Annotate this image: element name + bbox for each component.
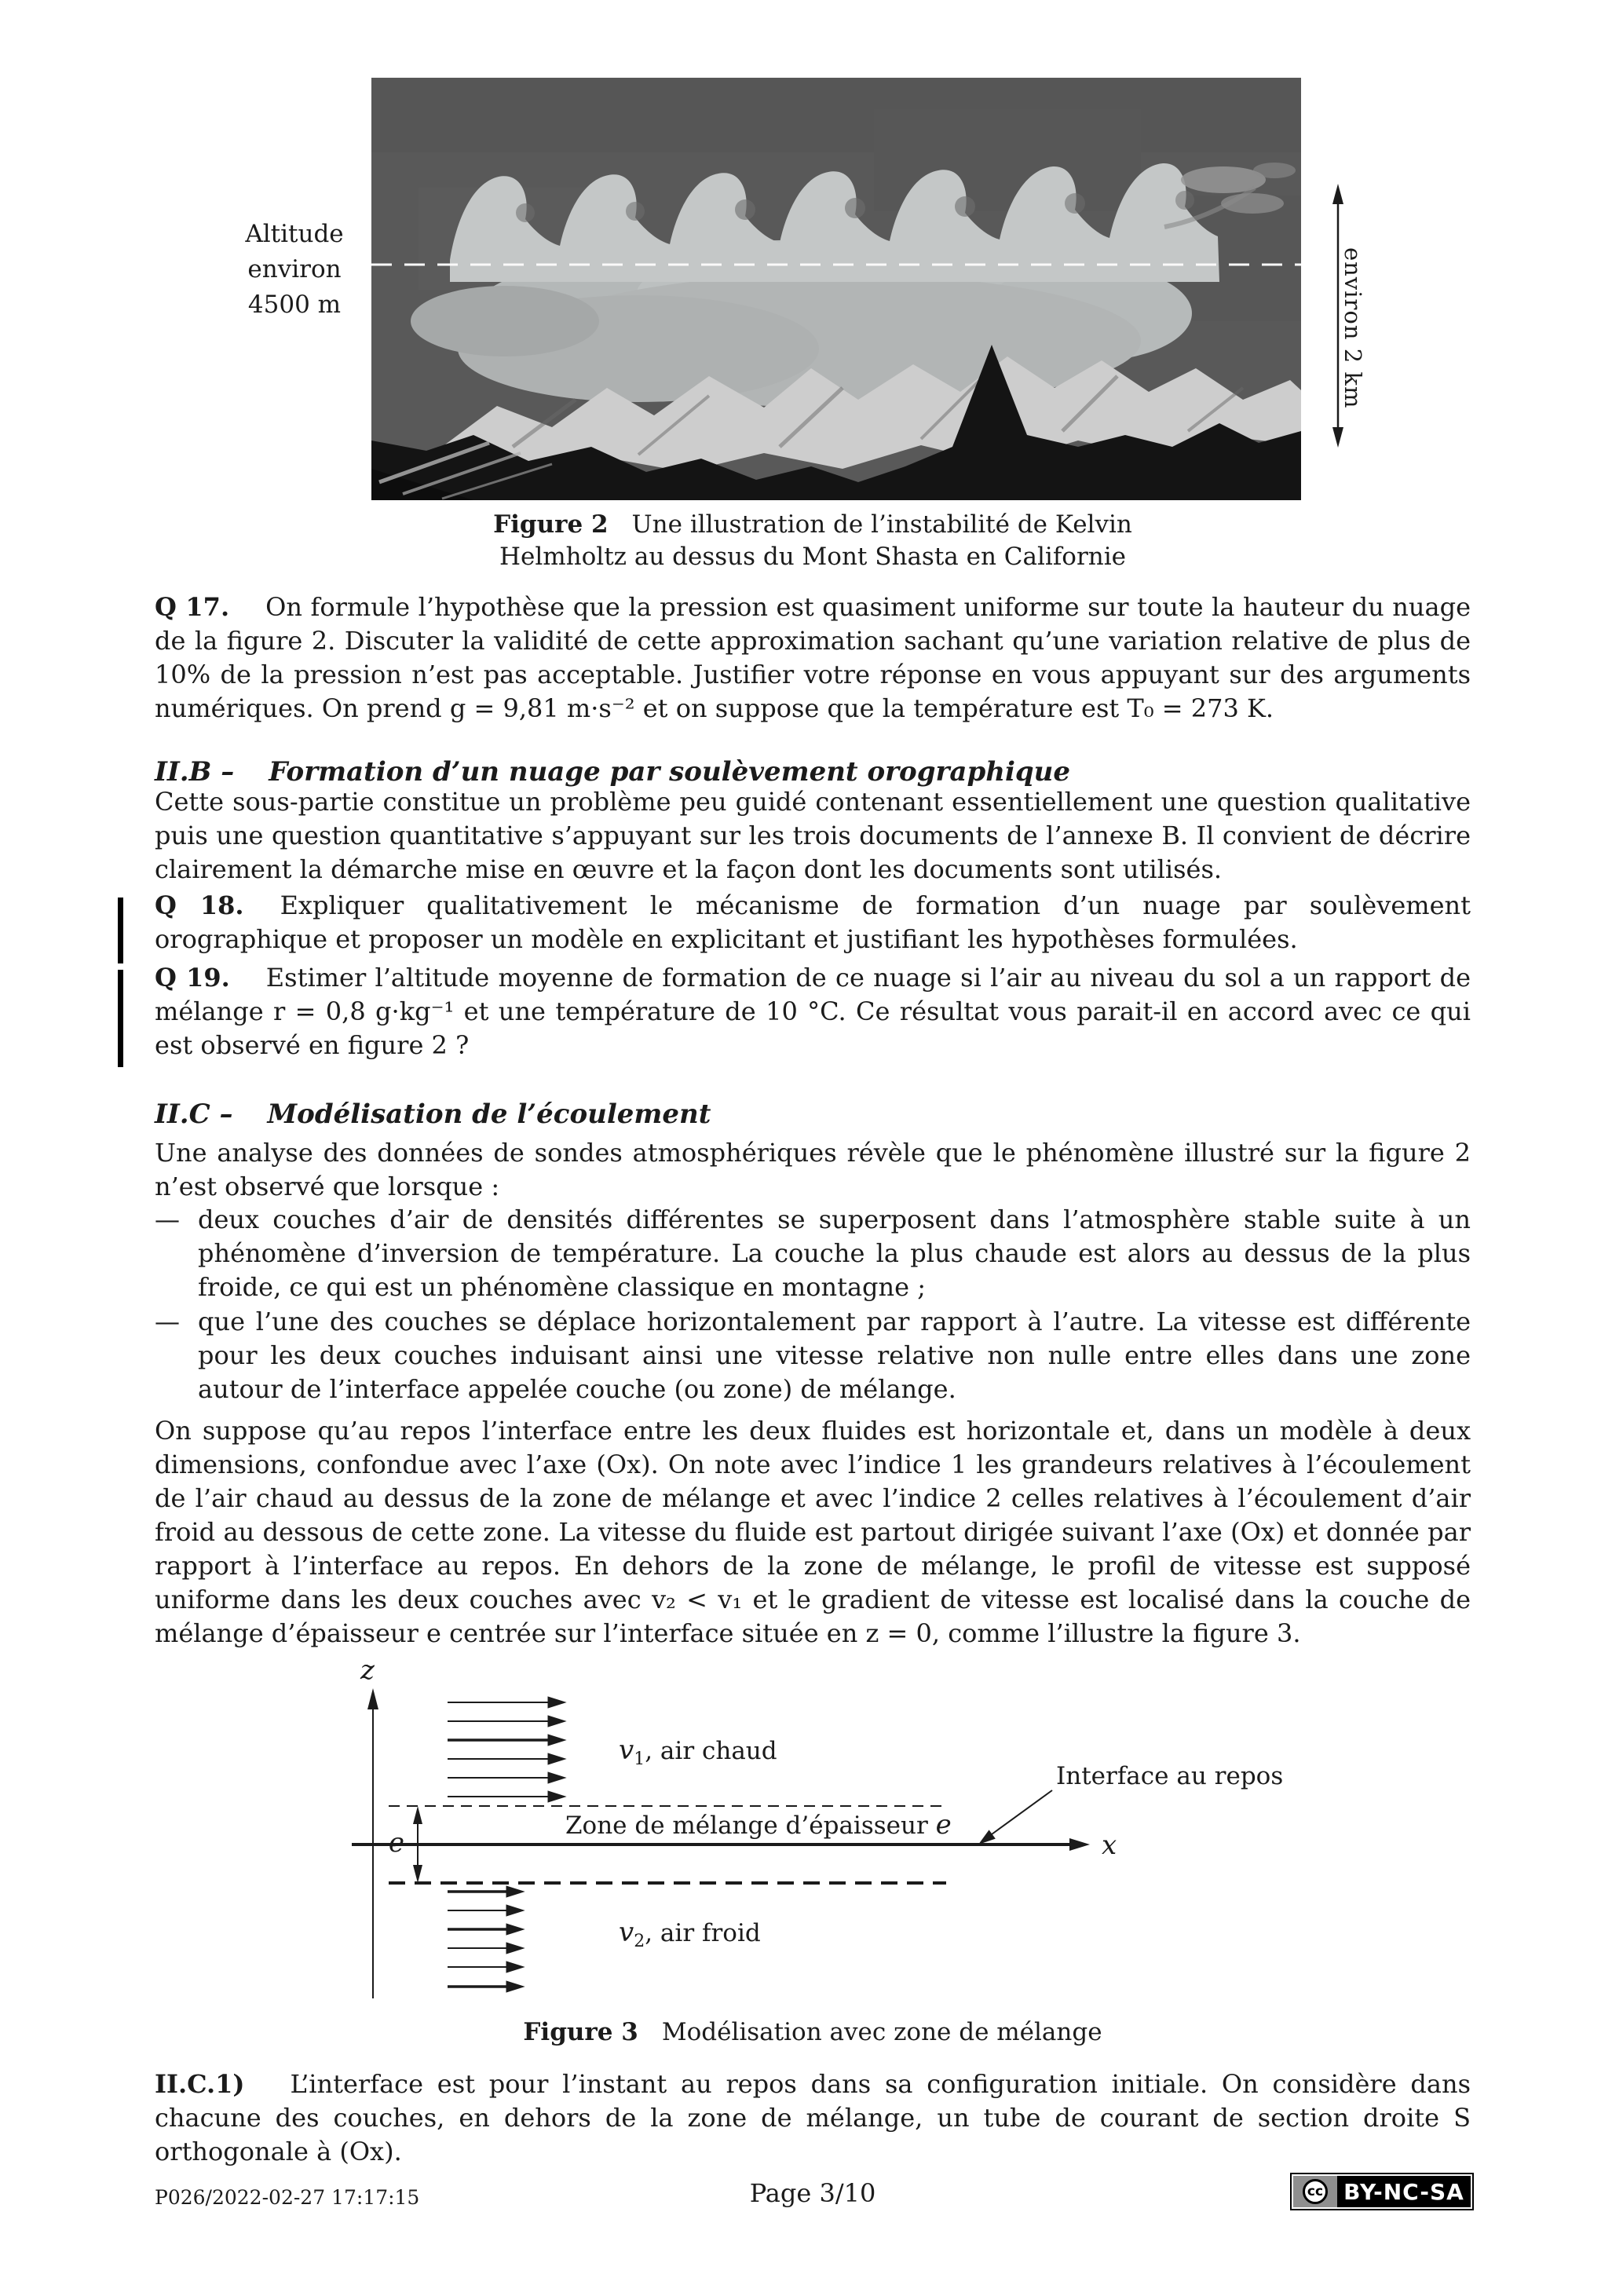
figure2-caption-text: Une illustration de l’instabilité de Kelvin: [631, 510, 1132, 539]
question-17: [155, 590, 1471, 726]
e-thickness-label: e: [388, 1827, 404, 1859]
bullet-dash: —: [155, 1205, 180, 1234]
v2-velocity-arrows: [448, 1886, 524, 1992]
flow-model-paragraph-text: On suppose qu’au repos l’interface entre les deux fluides est horizontale et, dans un modèle à deux dimensions, confondue avec l’axe (Ox). On note avec l’indice 1 les grandeurs relatives à l’écoulement de l’air chaud au dessus de la zone de mélange et avec l’indice 2 celles relatives à l’écoulement d’air froid au dessous de cette zone. La vitesse du fluide est partout dirigée suivant l’axe (Ox) et donnée par rapport à l’interface au repos. En dehors de la zone de mélange, le profil de vitesse est supposé uniforme dans les deux couches avec v₂ < v₁ et le gradient de vitesse est localisé dans la couche de mélange d’épaisseur e centrée sur l’interface située en z = 0, comme l’illustre la figure 3.: [155, 1416, 1471, 1648]
altitude-label-line: environ: [247, 255, 342, 283]
figure2-caption-tag: Figure 2: [493, 510, 609, 539]
section-iib-heading: [155, 755, 1471, 789]
altitude-label-line: 4500 m: [247, 291, 342, 319]
cc-logo-icon: cc: [1303, 2179, 1328, 2204]
footer-page-number: Page 3/10: [749, 2178, 876, 2208]
figure2-altitude-label: [228, 217, 361, 323]
figure2-caption-text2: Helmholtz au dessus du Mont Shasta en Californie: [499, 543, 1127, 571]
question-19-text: Estimer l’altitude moyenne de formation de ce nuage si l’air au niveau du sol a un rapport de mélange r = 0,8 g·kg⁻¹ et une température de 10 °C. Ce résultat vous parait-il en accord avec ce qui est observé en figure 2 ?: [155, 963, 1471, 1060]
x-axis-label: x: [1102, 1830, 1117, 1861]
section-iib-intro-text: Cette sous-partie constitue un problème peu guidé contenant essentiellement une question qualitative puis une question quantitative s’appuyant sur les trois documents de l’annexe B. Il convient de décrire clairement la démarche mise en œuvre et la façon dont les documents sont utilisés.: [155, 787, 1471, 884]
cc-license-badge-inner: [1292, 2174, 1472, 2209]
margin-change-bar-q18: [118, 898, 123, 963]
figure2-caption: [155, 509, 1471, 573]
v1-velocity-arrows: [448, 1697, 565, 1802]
flow-model-paragraph: [155, 1414, 1471, 1651]
bullet-item-inversion: [155, 1203, 1471, 1304]
section-iic-label: II.C –: [155, 1099, 233, 1130]
footer-stamp: P026/2022-02-27 17:17:15: [155, 2186, 420, 2209]
question-19-label: Q 19.: [155, 963, 230, 993]
mixing-zone-label: Zone de mélange d’épaisseur e: [565, 1809, 952, 1841]
question-18-text: Expliquer qualitativement le mécanisme de formation d’un nuage par soulèvement orographique et proposer un modèle en explicitant et justifiant les hypothèses formulées.: [155, 890, 1471, 954]
cc-logo-panel: [1293, 2176, 1337, 2207]
margin-change-bar-q19: [118, 970, 123, 1067]
figure2-photo: [371, 78, 1301, 500]
question-19: [155, 961, 1471, 1062]
figure3-caption-text: Modélisation avec zone de mélange: [661, 2018, 1102, 2046]
question-18-label: Q 18.: [155, 890, 244, 920]
bullet-text: deux couches d’air de densités différentes se superposent dans l’atmosphère stable suite à un phénomène d’inversion de température. La couche la plus chaude est alors au dessus de la plus froide, ce qui est un phénomène classique en montagne ;: [198, 1205, 1471, 1302]
figure3-svg: [330, 1665, 1508, 2026]
interface-label: Interface au repos: [1056, 1762, 1284, 1790]
v2-layer-label: $v_2$, air froid: [619, 1917, 761, 1951]
question-iic1: [155, 2067, 1471, 2169]
section-iic-title: Modélisation de l’écoulement: [267, 1099, 711, 1130]
section-iib-label: II.B –: [155, 756, 235, 788]
cc-license-badge: [1290, 2173, 1474, 2210]
figure2-scale-label: environ 2 km: [1340, 247, 1366, 409]
figure3-diagram: [330, 1665, 1508, 2029]
figure3-caption-tag: Figure 3: [523, 2018, 638, 2046]
interface-pointer-arrow: [978, 1790, 1052, 1844]
section-iib-title: Formation d’un nuage par soulèvement orographique: [269, 756, 1070, 788]
section-iic-heading: [155, 1098, 1471, 1132]
question-iic1-text: L’interface est pour l’instant au repos dans sa configuration initiale. On considère dans chacune des couches, en dehors de la zone de mélange, un tube de courant de section droite S orthogonale à (Ox).: [155, 2069, 1471, 2166]
v1-layer-label: $v_1$, air chaud: [619, 1735, 777, 1769]
z-axis-label: z: [360, 1665, 375, 1686]
question-18: [155, 889, 1471, 956]
question-17-text: On formule l’hypothèse que la pression est quasiment uniforme sur toute la hauteur du nuage de la figure 2. Discuter la validité de cette approximation sachant qu’une variation relative de plus de 10% de la pression n’est pas acceptable. Justifier votre réponse en vous appuyant sur des arguments numériques. On prend g = 9,81 m·s⁻² et on suppose que la température est T₀ = 273 K.: [155, 592, 1471, 723]
figure3-caption: [155, 2016, 1471, 2049]
bullet-text: que l’une des couches se déplace horizontalement par rapport à l’autre. La vitesse est différente pour les deux couches induisant ainsi une vitesse relative non nulle entre elles dans une zone autour de l’interface appelée couche (ou zone) de mélange.: [198, 1307, 1471, 1404]
kelvin-helmholtz-photo-graphic: [371, 78, 1301, 500]
section-iic-intro-text: Une analyse des données de sondes atmosphériques révèle que le phénomène illustré sur la figure 2 n’est observé que lorsque :: [155, 1138, 1471, 1201]
cc-license-text: BY-NC-SA: [1343, 2178, 1464, 2205]
z-axis-arrowhead: [367, 1688, 378, 1709]
altitude-label-line: Altitude: [245, 220, 344, 248]
question-17-label: Q 17.: [155, 592, 230, 622]
question-iic1-label: II.C.1): [155, 2069, 245, 2099]
section-iic-intro: [155, 1136, 1471, 1204]
section-iib-intro: [155, 785, 1471, 887]
bullet-item-vitesse: [155, 1305, 1471, 1406]
x-axis-arrowhead: [1069, 1838, 1090, 1851]
bullet-dash: —: [155, 1307, 180, 1336]
